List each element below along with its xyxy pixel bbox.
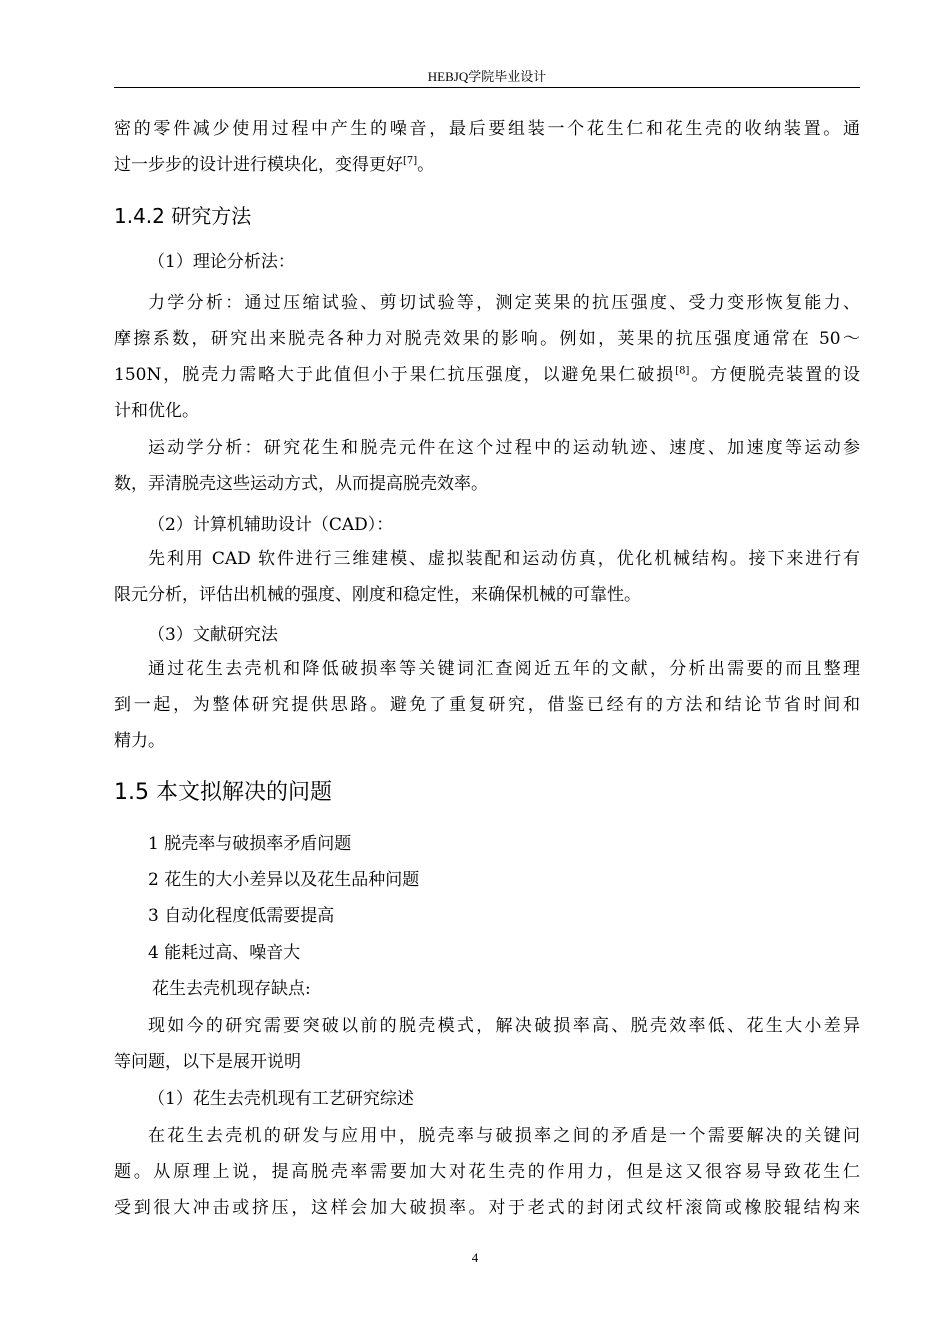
paragraph-mechanics (114, 285, 860, 429)
text-line: 过一步步的设计进行模块化，变得更好[7]。 (114, 155, 435, 175)
section-heading-1-5: 1.5 本文拟解决的问题 (114, 780, 332, 805)
text-line: 在花生去壳机的研发与应用中，脱壳率与破损率之间的矛盾是一个需要解决的关键问 (148, 1126, 860, 1146)
paragraph-intro-continued (114, 111, 860, 183)
paragraph-review (114, 1118, 860, 1226)
text-line: 受到很大冲击或挤压，这样会加大破损率。对于老式的封闭式纹杆滚筒或橡胶辊结构来 (114, 1198, 860, 1218)
text-line: 精力。 (114, 731, 165, 751)
text-line: 密的零件减少使用过程中产生的噪音，最后要组装一个花生仁和花生壳的收纳装置。通 (114, 119, 860, 139)
text-line: 运动学分析：研究花生和脱壳元件在这个过程中的运动轨迹、速度、加速度等运动参 (148, 438, 860, 458)
text-line: 现如今的研究需要突破以前的脱壳模式，解决破损率高、脱壳效率低、花生大小差异 (148, 1016, 860, 1036)
paragraph-kinematics (114, 430, 860, 502)
text-line: 限元分析，评估出机械的强度、刚度和稳定性，来确保机械的可靠性。 (114, 585, 641, 605)
text-line: 通过花生去壳机和降低破损率等关键词汇查阅近五年的文献，分析出需要的而且整理 (148, 659, 860, 679)
section-heading-1-4-2: 1.4.2 研究方法 (114, 204, 252, 228)
method-heading-literature: （3）文献研究法 (148, 625, 278, 645)
text-line: 等问题，以下是展开说明 (114, 1052, 301, 1072)
text-line: 到一起，为整体研究提供思路。避免了重复研究，借鉴已经有的方法和结论节省时间和 (114, 695, 860, 715)
page-header: HEBJQ学院毕业设计 (427, 69, 547, 84)
defects-heading: 花生去壳机现存缺点: (152, 979, 311, 999)
list-item: 2 花生的大小差异以及花生品种问题 (148, 870, 420, 890)
paragraph-cad (114, 541, 860, 613)
method-heading-theory: （1）理论分析法： (148, 252, 295, 272)
text-line: 先利用 CAD 软件进行三维建模、虚拟装配和运动仿真，优化机械结构。接下来进行有 (148, 549, 860, 569)
citation-ref: [7] (403, 155, 418, 167)
list-item: 4 能耗过高、噪音大 (148, 943, 301, 963)
citation-ref: [8] (675, 365, 690, 377)
paragraph-literature (114, 651, 860, 759)
text-line: 数，弄清脱壳这些运动方式，从而提高脱壳效率。 (114, 474, 488, 494)
header-rule (114, 87, 860, 88)
review-heading: （1）花生去壳机现有工艺研究综述 (148, 1089, 414, 1109)
text-line: 题。从原理上说，提高脱壳率需要加大对花生壳的作用力，但是这又很容易导致花生仁 (114, 1162, 860, 1182)
list-item: 1 脱壳率与破损率矛盾问题 (148, 834, 352, 854)
paragraph-current-research (114, 1008, 860, 1080)
text-line: 力学分析：通过压缩试验、剪切试验等，测定荚果的抗压强度、受力变形恢复能力、 (148, 293, 860, 313)
text-line: 计和优化。 (114, 401, 199, 421)
text-line: 150N，脱壳力需略大于此值但小于果仁抗压强度，以避免果仁破损[8]。方便脱壳装置的设 (114, 365, 860, 385)
page-number: 4 (471, 1250, 479, 1265)
text-line: 摩擦系数，研究出来脱壳各种力对脱壳效果的影响。例如，荚果的抗压强度通常在 50～ (114, 329, 860, 349)
list-item: 3 自动化程度低需要提高 (148, 906, 335, 926)
method-heading-cad: （2）计算机辅助设计（CAD）： (148, 515, 394, 535)
